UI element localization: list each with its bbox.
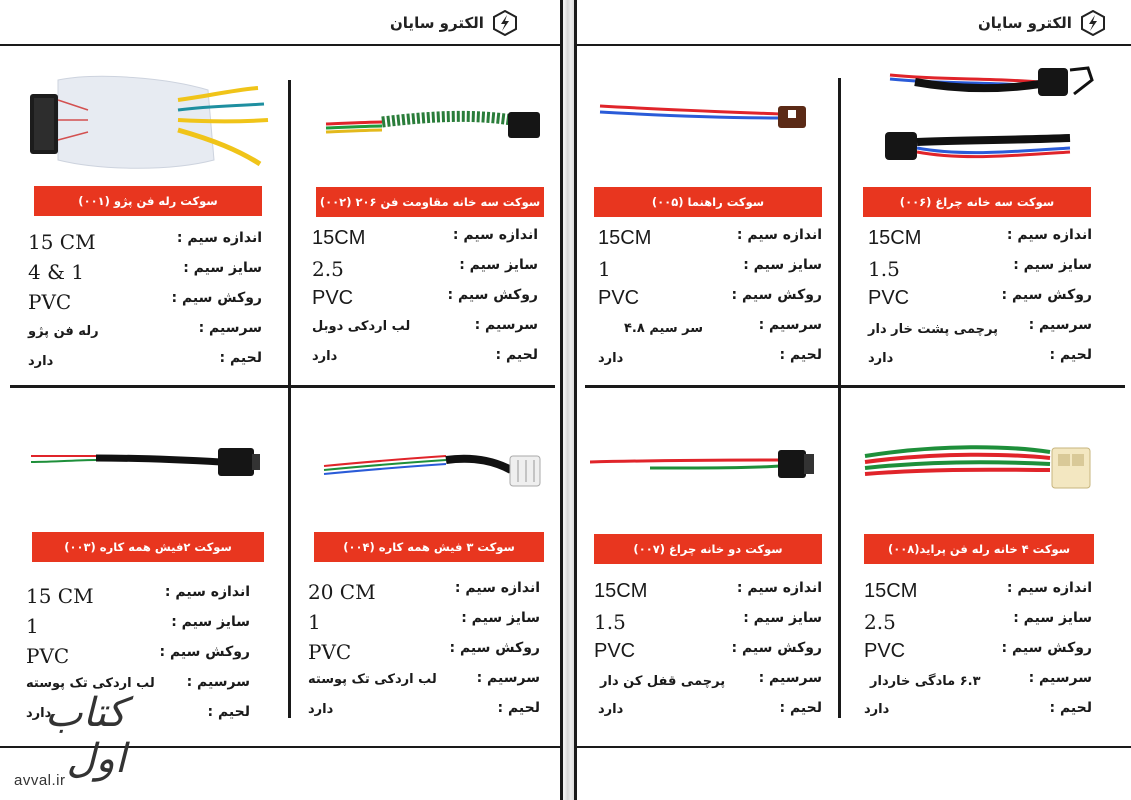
length-label: اندازه سیم :: [454, 580, 540, 596]
terminal-value: سر سیم ۴.۸: [624, 321, 704, 336]
solder-value: دارد: [312, 349, 338, 364]
size-label: سایز سیم :: [743, 610, 822, 626]
product-title: سوکت سه خانه چراغ (۰۰۶): [863, 187, 1091, 217]
size-label: سایز سیم :: [461, 610, 540, 626]
product-card: [590, 60, 860, 410]
solder-label: لحیم :: [779, 700, 822, 716]
solder-value: دارد: [864, 702, 890, 717]
jacket-value: PVC: [28, 290, 72, 314]
product-photo: [26, 412, 296, 532]
wire-harness-image: [312, 60, 552, 170]
terminal-label: سرسیم :: [198, 320, 262, 336]
terminal-value: رله فن پژو: [28, 324, 99, 339]
length-label: اندازه سیم :: [176, 230, 262, 246]
size-label: سایز سیم :: [171, 614, 250, 630]
jacket-value: PVC: [598, 287, 640, 309]
wire-harness-image: [860, 412, 1100, 522]
solder-value: دارد: [598, 351, 624, 366]
jacket-value: PVC: [308, 640, 352, 664]
solder-value: دارد: [28, 354, 54, 369]
watermark: [6, 690, 126, 800]
terminal-label: سرسیم :: [1028, 317, 1092, 333]
length-value: 15CM: [868, 227, 922, 249]
jacket-label: روکش سیم :: [159, 644, 250, 660]
length-value: 15CM: [864, 580, 918, 602]
solder-label: لحیم :: [219, 350, 262, 366]
solder-label: لحیم :: [495, 347, 538, 363]
solder-label: لحیم :: [779, 347, 822, 363]
size-label: سایز سیم :: [183, 260, 262, 276]
terminal-label: سرسیم :: [758, 670, 822, 686]
length-value: 15CM: [312, 227, 366, 249]
size-value: 1: [308, 610, 321, 634]
product-card: [28, 60, 298, 410]
jacket-value: PVC: [594, 640, 636, 662]
terminal-value: لب اردکی تک پوسته: [308, 672, 437, 687]
jacket-label: روکش سیم :: [447, 287, 538, 303]
solder-label: لحیم :: [207, 704, 250, 720]
length-label: اندازه سیم :: [736, 227, 822, 243]
jacket-label: روکش سیم :: [171, 290, 262, 306]
product-card: [860, 412, 1130, 762]
size-label: سایز سیم :: [459, 257, 538, 273]
size-label: سایز سیم :: [1013, 610, 1092, 626]
right-header-rule: [577, 44, 1131, 46]
product-photo: [28, 60, 298, 180]
jacket-label: روکش سیم :: [1001, 640, 1092, 656]
product-card: [306, 412, 576, 762]
jacket-value: PVC: [868, 287, 910, 309]
product-card: [590, 412, 860, 762]
wire-harness-image: [26, 412, 276, 522]
product-card: [312, 60, 582, 410]
length-value: 15 CM: [26, 584, 94, 608]
product-photo: [590, 60, 860, 180]
brand-logo-icon: [492, 10, 518, 36]
right-brand: [978, 10, 1106, 36]
terminal-label: سرسیم :: [758, 317, 822, 333]
terminal-value: پرچمی پشت خار دار: [868, 322, 998, 337]
product-card: [860, 60, 1130, 410]
left-brand: [390, 10, 518, 36]
length-label: اندازه سیم :: [1006, 580, 1092, 596]
solder-value: دارد: [26, 706, 52, 721]
jacket-value: PVC: [26, 644, 70, 668]
terminal-value: لب اردکی تک پوسته: [26, 676, 155, 691]
product-photo: [306, 412, 576, 532]
product-photo: [312, 60, 582, 180]
product-title: سوکت دو خانه چراغ (۰۰۷): [594, 534, 822, 564]
jacket-label: روکش سیم :: [449, 640, 540, 656]
product-photo: [590, 412, 860, 532]
terminal-label: سرسیم :: [1028, 670, 1092, 686]
product-title: سوکت ۲فیش همه کاره (۰۰۳): [32, 532, 264, 562]
terminal-label: سرسیم :: [474, 317, 538, 333]
length-label: اندازه سیم :: [736, 580, 822, 596]
length-label: اندازه سیم :: [1006, 227, 1092, 243]
terminal-label: سرسیم :: [476, 670, 540, 686]
length-label: اندازه سیم :: [452, 227, 538, 243]
solder-value: دارد: [598, 702, 624, 717]
left-header-rule: [0, 44, 560, 46]
jacket-value: PVC: [864, 640, 906, 662]
solder-value: دارد: [868, 351, 894, 366]
product-title: سوکت راهنما (۰۰۵): [594, 187, 822, 217]
solder-label: لحیم :: [497, 700, 540, 716]
size-value: 2.5: [864, 610, 896, 634]
size-value: 1: [598, 257, 611, 281]
solder-label: لحیم :: [1049, 700, 1092, 716]
product-title: سوکت سه خانه مقاومت فن ۲۰۶ (۰۰۲): [316, 187, 544, 217]
solder-label: لحیم :: [1049, 347, 1092, 363]
wire-harness-image: [590, 412, 830, 522]
wire-harness-image: [590, 60, 830, 170]
size-value: 1.5: [594, 610, 626, 634]
size-label: سایز سیم :: [1013, 257, 1092, 273]
wire-harness-image: [28, 60, 278, 180]
product-title: سوکت رله فن پژو (۰۰۱): [34, 186, 262, 216]
brand-name: الکترو سایان: [390, 14, 484, 32]
product-title: سوکت ۴ خانه رله فن پراید(۰۰۸): [864, 534, 1094, 564]
terminal-value: ۶.۳ مادگی خاردار: [870, 674, 981, 689]
wire-harness-image: [306, 412, 556, 522]
length-value: 20 CM: [308, 580, 376, 604]
solder-value: دارد: [308, 702, 334, 717]
watermark-logo: کتاب اول: [45, 690, 126, 782]
length-value: 15CM: [594, 580, 648, 602]
length-value: 15 CM: [28, 230, 96, 254]
product-photo: [860, 412, 1130, 532]
brand-logo-icon: [1080, 10, 1106, 36]
length-label: اندازه سیم :: [164, 584, 250, 600]
size-label: سایز سیم :: [743, 257, 822, 273]
brand-name: الکترو سایان: [978, 14, 1072, 32]
jacket-label: روکش سیم :: [731, 640, 822, 656]
terminal-label: سرسیم :: [186, 674, 250, 690]
jacket-label: روکش سیم :: [731, 287, 822, 303]
size-value: 1: [26, 614, 39, 638]
jacket-label: روکش سیم :: [1001, 287, 1092, 303]
terminal-value: لب اردکی دوبل: [312, 319, 411, 334]
product-photo: [860, 60, 1130, 180]
length-value: 15CM: [598, 227, 652, 249]
size-value: 4 & 1: [28, 260, 84, 284]
terminal-value: پرچمی قفل کن دار: [600, 674, 726, 689]
size-value: 1.5: [868, 257, 900, 281]
jacket-value: PVC: [312, 287, 354, 309]
watermark-url: avval.ir: [14, 772, 66, 789]
wire-harness-image: [860, 60, 1100, 170]
product-title: سوکت ۳ فیش همه کاره (۰۰۴): [314, 532, 544, 562]
size-value: 2.5: [312, 257, 344, 281]
